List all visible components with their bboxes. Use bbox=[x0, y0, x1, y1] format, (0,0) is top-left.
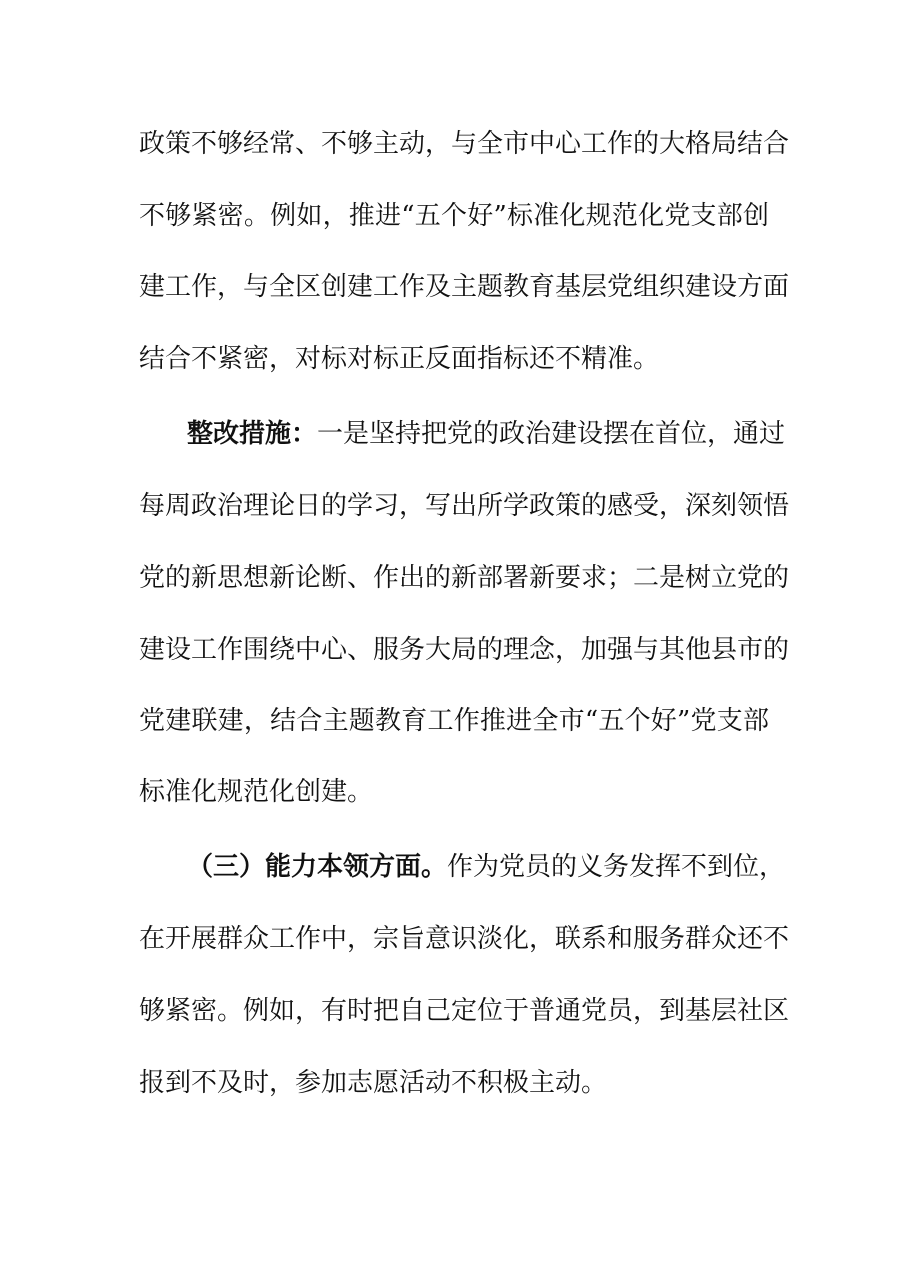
paragraph-line bbox=[139, 703, 769, 739]
line-text: 作为党员的义务发挥不到位， bbox=[447, 852, 786, 882]
paragraph-line bbox=[139, 921, 790, 957]
line-text: 一是坚持把党的政治建设摆在首位，通过 bbox=[317, 419, 786, 449]
line-text: 不够紧密。例如，推进“五个好”标准化规范化党支部创 bbox=[139, 201, 769, 231]
line-text: 结合不紧密，对标对标正反面指标还不精准。 bbox=[139, 344, 660, 374]
paragraph-line bbox=[139, 488, 790, 524]
section-heading: 整改措施： bbox=[187, 419, 318, 449]
paragraph-line bbox=[139, 269, 790, 305]
section-heading: （三）能力本领方面。 bbox=[187, 852, 448, 882]
line-text: 建工作，与全区创建工作及主题教育基层党组织建设方面 bbox=[139, 272, 790, 302]
paragraph-line bbox=[187, 849, 786, 885]
paragraph-line bbox=[139, 198, 769, 234]
paragraph-line bbox=[139, 993, 790, 1029]
paragraph-line bbox=[139, 560, 790, 596]
line-text: 每周政治理论日的学习，写出所学政策的感受，深刻领悟 bbox=[139, 491, 790, 521]
paragraph-line bbox=[187, 416, 786, 452]
line-text: 党建联建，结合主题教育工作推进全市“五个好”党支部 bbox=[139, 706, 769, 736]
paragraph-line bbox=[139, 341, 769, 377]
line-text: 报到不及时，参加志愿活动不积极主动。 bbox=[139, 1068, 608, 1098]
line-text: 党的新思想新论断、作出的新部署新要求；二是树立党的 bbox=[139, 563, 790, 593]
line-text: 政策不够经常、不够主动，与全市中心工作的大格局结合 bbox=[139, 129, 790, 159]
line-text: 够紧密。例如，有时把自己定位于普通党员，到基层社区 bbox=[139, 996, 790, 1026]
paragraph-line bbox=[139, 774, 769, 810]
paragraph-line bbox=[139, 126, 790, 162]
line-text: 标准化规范化创建。 bbox=[139, 777, 374, 807]
line-text: 在开展群众工作中，宗旨意识淡化，联系和服务群众还不 bbox=[139, 924, 790, 954]
paragraph-line bbox=[139, 1065, 769, 1101]
line-text: 建设工作围绕中心、服务大局的理念，加强与其他县市的 bbox=[139, 635, 790, 665]
paragraph-line bbox=[139, 632, 790, 668]
